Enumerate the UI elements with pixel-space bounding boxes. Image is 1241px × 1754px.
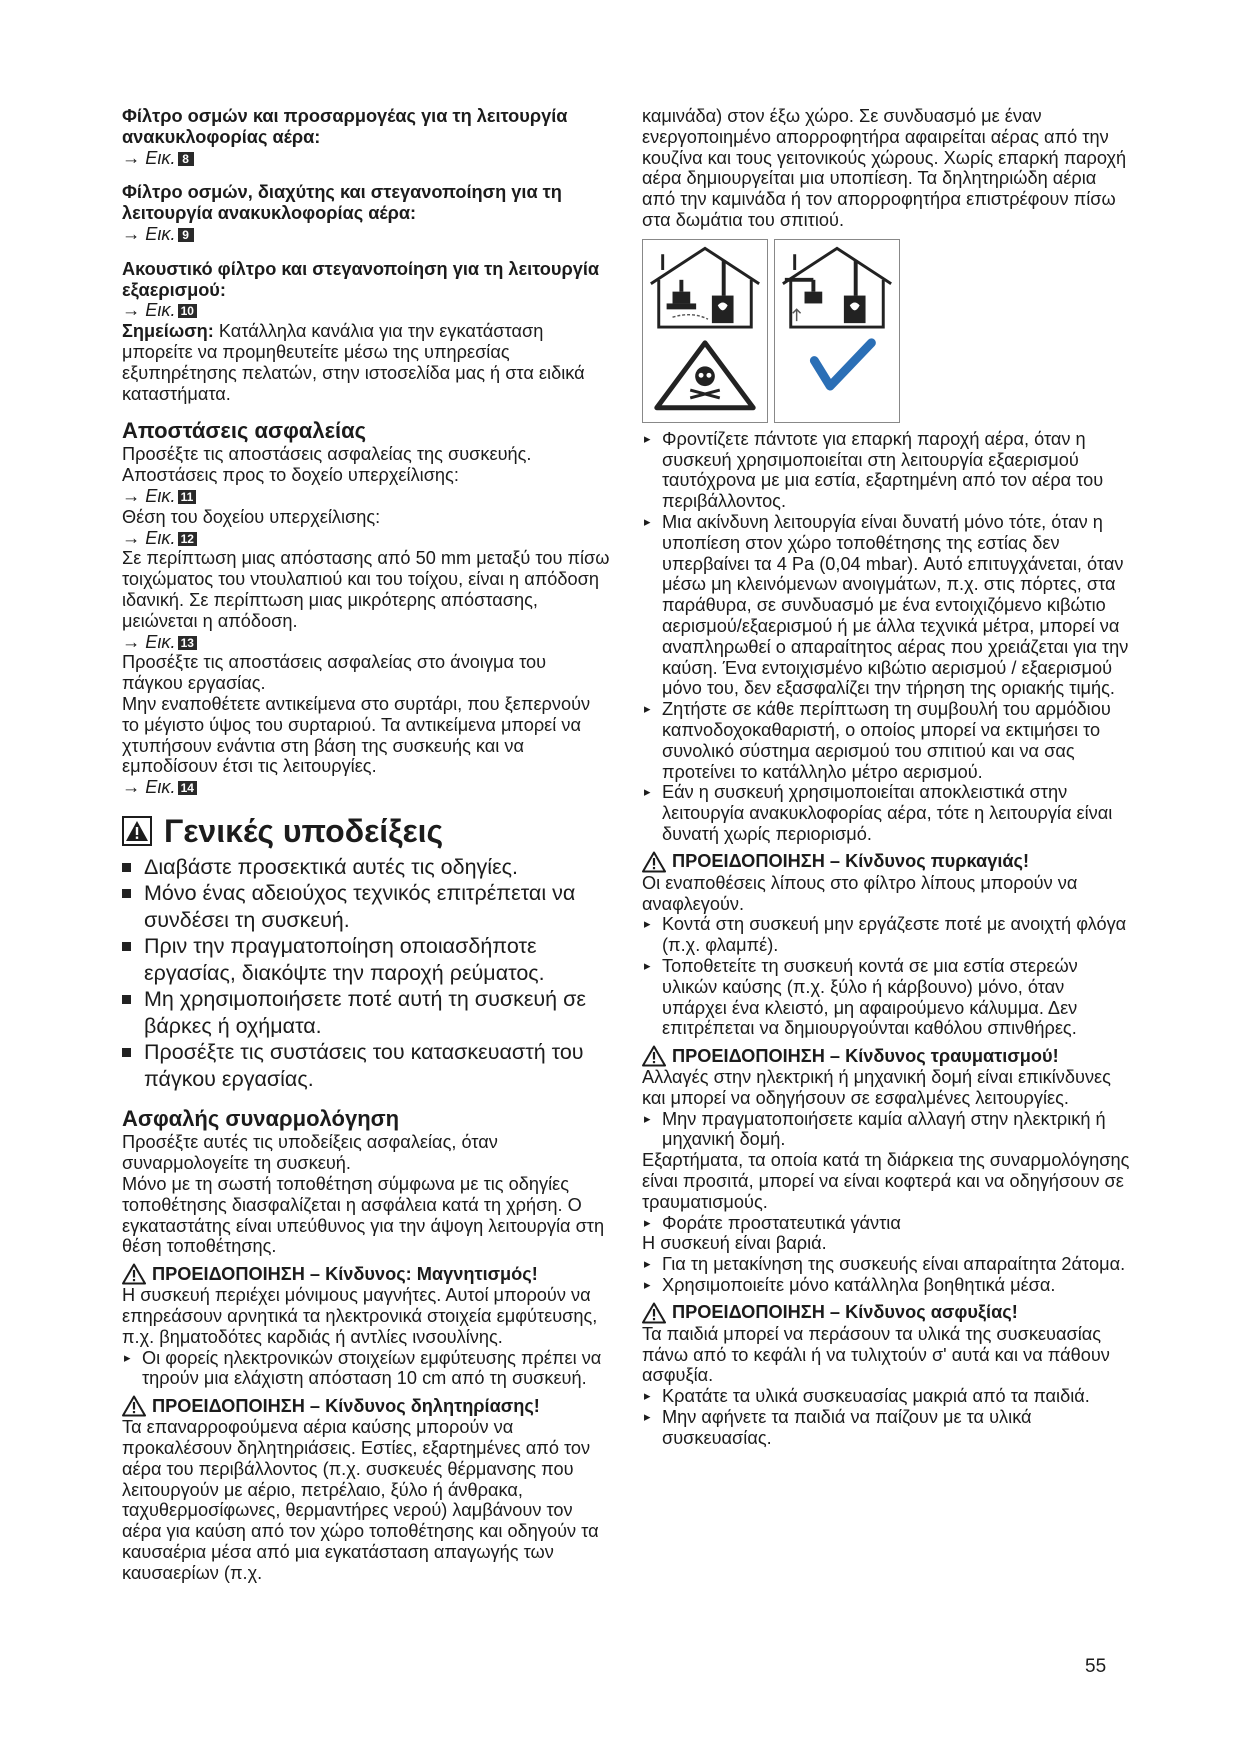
figure-ref (122, 300, 610, 321)
safety-p6: Μην εναποθέτετε αντικείμενα στο συρτάρι, που ξεπερνούν το μέγιστο ύψος του συρταριού. Τα αντικείμενα μπορεί να χτυπήσουν ενάντια στη βάση της συσκευής και να εμποδίσουν έτσι τις λειτουργίες. (122, 693, 591, 777)
figure-ref-label: → Εικ. (122, 223, 176, 244)
left-column (122, 106, 610, 1584)
figure-ref-label: → Εικ. (122, 631, 176, 652)
figure-ref (122, 632, 610, 653)
safety-p5: Προσέξτε τις αποστάσεις ασφαλείας στο άνοιγμα του πάγκου εργασίας. (122, 652, 547, 694)
figure-badge: 10 (178, 304, 197, 318)
safe-ventilation-pictogram (774, 239, 900, 423)
warning-title-text: ΠΡΟΕΙΔΟΠΟΙΗΣΗ – Κίνδυνος ασφυξίας! (672, 1302, 1018, 1323)
figure-badge: 9 (178, 228, 194, 242)
list-item: ▸ Μια ακίνδυνη λειτουργία είναι δυνατή μόνο τότε, όταν η υποπίεση στον χώρο τοποθέτησης της εστίας δεν υπερβαίνει τα 4 Pa (0,04 mbar). Αυτό επιτυγχάνεται, όταν μέσω μη κλεινόμενων ανοιγμάτων, π.χ. στις πόρτες, στα παράθυρα, σε συνδυασμό με ένα εντοιχιζόμενο κιβώτιο αερισμού/εξαερισμού ή με άλλα τεχνικά μέτρα, μπορεί να αναπληρωθεί ο απαραίτητος αέρας που χρειάζεται για την καύση. Ένα εντοιχισμένο κιβώτιο αερισμού / εξαερισμού μόνο του, δεν εξασφαλίζει την τήρηση της οριακής τιμής. (642, 512, 1130, 699)
warning-injury-list2 (642, 1213, 1130, 1234)
warning-magnet-title (122, 1263, 610, 1285)
warning-icon (642, 851, 666, 873)
figure-badge: 11 (178, 490, 197, 504)
warning-injury-list1 (642, 1109, 1130, 1151)
warning-suffocation-list (642, 1386, 1130, 1448)
list-item: Πριν την πραγματοποίηση οποιασδήποτε εργασίας, διακόψτε την παροχή ρεύματος. (122, 933, 610, 986)
general-heading-text: Γενικές υποδείξεις (164, 812, 444, 849)
note-label: Σημείωση: (122, 321, 214, 342)
safety-p4: Σε περίπτωση μιας απόστασης από 50 mm μεταξύ του πίσω τοιχώματος του ντουλαπιού και του τοίχου, είναι η απόδοση ιδανική. Σε περίπτωση μιας μικρότερης απόστασης, μειώνεται η απόδοση. (122, 548, 610, 631)
assembly-p2: Μόνο με τη σωστή τοποθέτηση σύμφωνα με τις οδηγίες τοποθέτησης διασφαλίζεται η ασφάλεια κατά τη χρήση. Ο εγκαταστάτης είναι υπεύθυνος για την άψογη λειτουργία στη θέση τοποθέτησης. (122, 1174, 605, 1257)
figure-ref (122, 224, 610, 245)
note (122, 321, 610, 404)
list-item: ▸ Φοράτε προστατευτικά γάντια (642, 1213, 1130, 1234)
warning-injury-text1: Αλλαγές στην ηλεκτρική ή μηχανική δομή είναι επικίνδυνες και μπορεί να οδηγήσουν σε εσφαλμένες λειτουργίες. (642, 1067, 1111, 1108)
filter2-title: Φίλτρο οσμών, διαχύτης και στεγανοποίηση για τη λειτουργία ανακυκλοφορίας αέρα: (122, 182, 562, 224)
warning-suffocation-text: Τα παιδιά μπορεί να περάσουν τα υλικά της συσκευασίας πάνω από το κεφάλι ή να τυλιχτούν σ' αυτά και να πάθουν ασφυξία. (642, 1323, 1110, 1386)
warning-poison-text: Τα επαναρροφούμενα αέρια καύσης μπορούν να προκαλέσουν δηλητηριάσεις. Εστίες, εξαρτημένες από τον αέρα του περιβάλλοντος (π.χ. συσκευές θέρμανσης που λειτουργούν με αέριο, πετρέλαιο, ξύλο ή άνθρακα, ταχυθερμοσίφωνες, θερμαντήρες νερού) λαμβάνουν τον αέρα για καύση από τον χώρο τοποθέτησης και οδηγούν τα καυσαέρια μέσα από μια εγκατάσταση απαγωγής των καυσαερίων (π.χ. (122, 1417, 599, 1583)
list-item: Μη χρησιμοποιήσετε ποτέ αυτή τη συσκευή σε βάρκες ή οχήματα. (122, 986, 610, 1039)
warning-title-text: ΠΡΟΕΙΔΟΠΟΙΗΣΗ – Κίνδυνος πυρκαγιάς! (672, 851, 1030, 872)
safety-p3: Θέση του δοχείου υπερχείλισης: (122, 506, 381, 527)
list-item: ▸ Ζητήστε σε κάθε περίπτωση τη συμβουλή του αρμόδιου καπνοδοχοκαθαριστή, ο οποίος μπορεί να εκτιμήσει το συνολικό σύστημα αερισμού του σπιτιού και να σας προτείνει το κατάλληλο μέτρο αερισμού. (642, 699, 1130, 782)
warning-fire-title (642, 851, 1130, 873)
list-item: ▸ Εάν η συσκευή χρησιμοποιείται αποκλειστικά στην λειτουργία ανακυκλοφορίας αέρα, τότε η λειτουργία είναι δυνατή χωρίς περιορισμό. (642, 782, 1130, 844)
warning-fire-list (642, 914, 1130, 1039)
general-heading (122, 812, 610, 850)
right-column (642, 106, 1130, 1449)
note-text: Κατάλληλα κανάλια για την εγκατάσταση μπορείτε να προμηθευτείτε μέσω της υπηρεσίας εξυπηρέτησης πελατών, στην ιστοσελίδα μας ή στα ειδικά καταστήματα. (122, 321, 585, 404)
warning-fire-text: Οι εναποθέσεις λίπους στο φίλτρο λίπους μπορούν να αναφλεγούν. (642, 872, 1078, 914)
figure-ref (122, 777, 610, 798)
ventilation-pictograms (642, 239, 1130, 423)
warning-magnet-text: Η συσκευή περιέχει μόνιμους μαγνήτες. Αυτοί μπορούν να επηρεάσουν αρνητικά τα ηλεκτρονικά στοιχεία εμφύτευσης, π.χ. βηματοδότες καρδιάς ή αντλίες ινσουλίνης. (122, 1285, 598, 1347)
figure-ref (122, 528, 610, 549)
list-item: ▸ Κρατάτε τα υλικά συσκευασίας μακριά από τα παιδιά. (642, 1386, 1130, 1407)
assembly-heading: Ασφαλής συναρμολόγηση (122, 1106, 400, 1132)
list-item: ▸ Μην πραγματοποιήσετε καμία αλλαγή στην ηλεκτρική ή μηχανική δομή. (642, 1109, 1130, 1151)
filter1-title: Φίλτρο οσμών και προσαρμογέας για τη λειτουργία ανακυκλοφορίας αέρα: (122, 106, 568, 147)
warning-injury-title (642, 1045, 1130, 1067)
poison-continued-text: καμινάδα) στον έξω χώρο. Σε συνδυασμό με έναν ενεργοποιημένο απορροφητήρα αφαιρείται αέρας από την κουζίνα και τους γειτονικούς χώρους. Χωρίς επαρκή παροχή αέρα δημιουργείται μια υποπίεση. Τα δηλητηριώδη αέρια από την καμινάδα ή τον απορροφητήρα επιστρέφουν πίσω στα δωμάτια του σπιτιού. (642, 106, 1127, 230)
general-list (122, 854, 610, 1093)
list-item: Διαβάστε προσεκτικά αυτές τις οδηγίες. (122, 854, 610, 881)
safety-p2: Αποστάσεις προς το δοχείο υπερχείλισης: (122, 465, 459, 486)
warning-box-icon (122, 816, 152, 846)
warning-injury-text3: Η συσκευή είναι βαριά. (642, 1233, 827, 1254)
figure-ref (122, 486, 610, 507)
page-number: 55 (1085, 1656, 1107, 1677)
list-item: ▸ Κοντά στη συσκευή μην εργάζεστε ποτέ με ανοιχτή φλόγα (π.χ. φλαμπέ). (642, 914, 1130, 956)
warning-icon (642, 1302, 666, 1324)
list-item: ▸ Για τη μετακίνηση της συσκευής είναι απαραίτητα 2άτομα. (642, 1254, 1130, 1275)
warning-icon (122, 1395, 146, 1417)
list-item: ▸ Μην αφήνετε τα παιδιά να παίζουν με τα υλικά συσκευασίας. (642, 1407, 1130, 1449)
assembly-p1: Προσέξτε αυτές τις υποδείξεις ασφαλείας, όταν συναρμολογείτε τη συσκευή. (122, 1132, 498, 1174)
warning-icon (642, 1045, 666, 1067)
warning-title-text: ΠΡΟΕΙΔΟΠΟΙΗΣΗ – Κίνδυνος δηλητηρίασης! (152, 1395, 540, 1416)
list-item: Μόνο ένας αδειούχος τεχνικός επιτρέπεται να συνδέσει τη συσκευή. (122, 880, 610, 933)
warning-title-text: ΠΡΟΕΙΔΟΠΟΙΗΣΗ – Κίνδυνος τραυματισμού! (672, 1045, 1059, 1066)
ventilation-list (642, 429, 1130, 845)
figure-badge: 14 (178, 781, 197, 795)
unsafe-ventilation-pictogram (642, 239, 768, 423)
list-item: ▸ Φροντίζετε πάντοτε για επαρκή παροχή αέρα, όταν η συσκευή χρησιμοποιείται στη λειτουργία εξαερισμού ταυτόχρονα με μια εστία, εξαρτημένη από τον αέρα του περιβάλλοντος. (642, 429, 1130, 512)
warning-title-text: ΠΡΟΕΙΔΟΠΟΙΗΣΗ – Κίνδυνος: Μαγνητισμός! (152, 1263, 538, 1284)
filter3-title: Ακουστικό φίλτρο και στεγανοποίηση για τη λειτουργία εξαερισμού: (122, 258, 600, 300)
figure-ref-label: → Εικ. (122, 300, 176, 321)
figure-ref-label: → Εικ. (122, 147, 176, 168)
figure-badge: 13 (178, 636, 197, 650)
warning-icon (122, 1263, 146, 1285)
list-item: Προσέξτε τις συστάσεις του κατασκευαστή του πάγκου εργασίας. (122, 1039, 610, 1092)
figure-ref-label: → Εικ. (122, 485, 176, 506)
figure-ref-label: → Εικ. (122, 777, 176, 798)
warning-injury-text2: Εξαρτήματα, τα οποία κατά τη διάρκεια της συναρμολόγησης είναι προσιτά, μπορεί να είναι κοφτερά και να οδηγήσουν σε τραυματισμούς. (642, 1150, 1130, 1212)
list-item: ▸ Χρησιμοποιείτε μόνο κατάλληλα βοηθητικά μέσα. (642, 1275, 1130, 1296)
warning-magnet-list (122, 1348, 610, 1390)
safety-p1: Προσέξτε τις αποστάσεις ασφαλείας της συσκευής. (122, 444, 532, 465)
figure-badge: 12 (178, 532, 197, 546)
figure-badge: 8 (178, 152, 194, 166)
figure-ref (122, 148, 610, 169)
warning-poison-title (122, 1395, 610, 1417)
figure-ref-label: → Εικ. (122, 527, 176, 548)
list-item: ▸ Τοποθετείτε τη συσκευή κοντά σε μια εστία στερεών υλικών καύσης (π.χ. ξύλο ή κάρβουνο) μόνο, όταν υπάρχει ένα κλειστό, μη αφαιρούμενο κάλυμμα. Δεν επιτρέπεται να δημιουργούνται καθόλου σπινθήρες. (642, 956, 1130, 1039)
list-item: ▸ Οι φορείς ηλεκτρονικών στοιχείων εμφύτευσης πρέπει να τηρούν μια ελάχιστη απόσταση 10 cm από τη συσκευή. (122, 1348, 610, 1390)
warning-injury-list3 (642, 1254, 1130, 1296)
warning-suffocation-title (642, 1302, 1130, 1324)
safety-distances-heading: Αποστάσεις ασφαλείας (122, 418, 367, 444)
